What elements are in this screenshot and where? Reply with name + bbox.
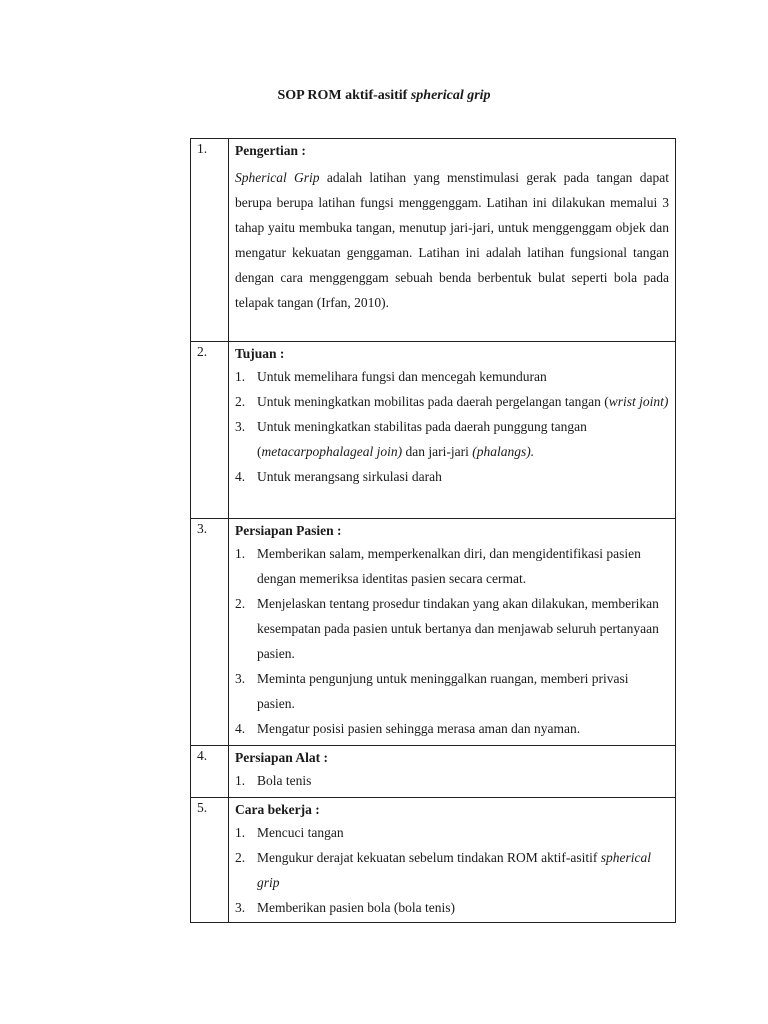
list-item bbox=[235, 716, 669, 741]
section-content-definition bbox=[229, 139, 676, 342]
section-heading: Persiapan Pasien : bbox=[235, 523, 342, 538]
list-item bbox=[235, 591, 669, 666]
section-content-procedure bbox=[229, 798, 676, 923]
list-item bbox=[235, 464, 669, 489]
section-content-equipment bbox=[229, 746, 676, 798]
section-row-equipment bbox=[191, 746, 676, 798]
list-item-number: 1. bbox=[235, 369, 246, 384]
document-title bbox=[0, 88, 768, 104]
list-item-text-italic: spherical grip bbox=[257, 850, 652, 890]
list-item-number: 4. bbox=[235, 469, 246, 484]
section-row-objectives bbox=[191, 342, 676, 519]
list-item-number: 1. bbox=[235, 825, 246, 840]
list-item-text: Untuk memelihara fungsi dan mencegah kemunduran bbox=[257, 369, 547, 384]
list-item bbox=[235, 414, 669, 464]
section-content-patient-prep bbox=[229, 519, 676, 746]
definition-paragraph bbox=[235, 165, 669, 315]
list-item-number: 2. bbox=[235, 596, 246, 611]
equipment-list bbox=[235, 768, 669, 793]
list-item-text: Mencuci tangan bbox=[257, 825, 344, 840]
list-item bbox=[235, 666, 669, 716]
section-number: 1. bbox=[191, 139, 229, 342]
section-heading: Persiapan Alat : bbox=[235, 750, 328, 765]
list-item-text-italic: wrist joint) bbox=[608, 394, 669, 409]
section-heading: Cara bekerja : bbox=[235, 802, 320, 817]
section-number: 4. bbox=[191, 746, 229, 798]
list-item-number: 3. bbox=[235, 419, 246, 434]
list-item bbox=[235, 768, 669, 793]
list-item bbox=[235, 389, 669, 414]
section-content-objectives bbox=[229, 342, 676, 519]
list-item bbox=[235, 364, 669, 389]
list-item-number: 1. bbox=[235, 546, 246, 561]
section-heading: Pengertian : bbox=[235, 143, 306, 158]
list-item-text: Untuk meningkatkan mobilitas pada daerah pergelangan tangan ( bbox=[257, 394, 609, 409]
objectives-list bbox=[235, 364, 669, 489]
section-number: 5. bbox=[191, 798, 229, 923]
document-title-plain: SOP ROM aktif-asitif bbox=[277, 88, 411, 103]
list-item-text: Untuk meningkatkan stabilitas pada daerah punggung tangan ( bbox=[257, 419, 587, 459]
list-item-text: Untuk merangsang sirkulasi darah bbox=[257, 469, 442, 484]
list-item-number: 2. bbox=[235, 850, 246, 865]
list-item bbox=[235, 845, 669, 895]
list-item-text: Meminta pengunjung untuk meninggalkan ruangan, memberi privasi pasien. bbox=[257, 671, 629, 711]
list-item-text: Menjelaskan tentang prosedur tindakan yang akan dilakukan, memberikan kesempatan pada pasien untuk bertanya dan menjawab seluruh pertanyaan pasien. bbox=[257, 596, 659, 661]
list-item-number: 2. bbox=[235, 394, 246, 409]
list-item-text: Memberikan salam, memperkenalkan diri, dan mengidentifikasi pasien dengan memeriksa identitas pasien secara cermat. bbox=[257, 546, 641, 586]
section-heading: Tujuan : bbox=[235, 346, 285, 361]
list-item-number: 3. bbox=[235, 900, 246, 915]
section-row-patient-prep bbox=[191, 519, 676, 746]
definition-text: adalah latihan yang menstimulasi gerak pada tangan dapat berupa berupa latihan fungsi menggenggam. Latihan ini dilakukan memalui 3 tahap yaitu membuka tangan, menutup jari-jari, untuk menggenggam objek dan mengatur kekuatan genggaman. Latihan ini adalah latihan fungsional tangan dengan cara menggenggam sebuah benda berbentuk bulat seperti bola pada telapak tangan (Irfan, 2010). bbox=[235, 170, 669, 310]
section-row-procedure bbox=[191, 798, 676, 923]
list-item-text-italic: metacarpophalageal join) bbox=[261, 444, 403, 459]
list-item bbox=[235, 820, 669, 845]
sop-table bbox=[190, 138, 676, 923]
list-item bbox=[235, 541, 669, 591]
list-item bbox=[235, 895, 669, 920]
list-item-text: Mengukur derajat kekuatan sebelum tindakan ROM aktif-asitif bbox=[257, 850, 601, 865]
procedure-list bbox=[235, 820, 669, 920]
definition-intro-term: Spherical Grip bbox=[235, 170, 320, 185]
section-number: 2. bbox=[191, 342, 229, 519]
section-number: 3. bbox=[191, 519, 229, 746]
list-item-text: Bola tenis bbox=[257, 773, 312, 788]
list-item-text-italic: (phalangs). bbox=[472, 444, 535, 459]
section-row-definition bbox=[191, 139, 676, 342]
list-item-text: Memberikan pasien bola (bola tenis) bbox=[257, 900, 455, 915]
list-item-text: dan jari-jari bbox=[402, 444, 473, 459]
document-title-italic: spherical grip bbox=[410, 88, 491, 103]
list-item-number: 1. bbox=[235, 773, 246, 788]
list-item-number: 3. bbox=[235, 671, 246, 686]
list-item-text: Mengatur posisi pasien sehingga merasa aman dan nyaman. bbox=[257, 721, 581, 736]
patient-prep-list bbox=[235, 541, 669, 741]
list-item-number: 4. bbox=[235, 721, 246, 736]
